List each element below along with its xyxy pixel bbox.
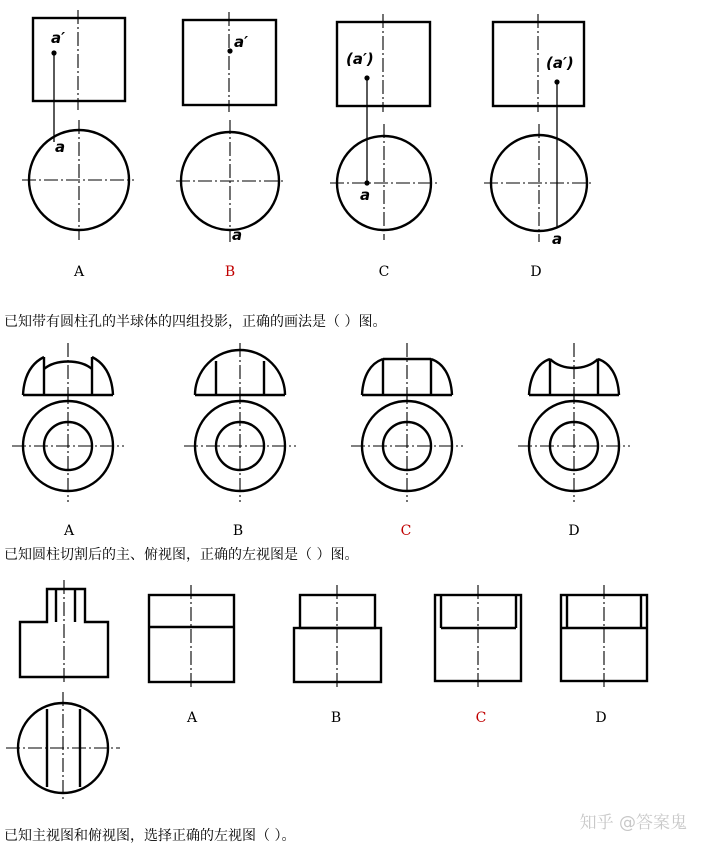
- problem4-question: 已知主视图和俯视图，选择正确的左视图（ ）。: [4, 828, 296, 844]
- option-label-b: B: [330, 710, 342, 726]
- option-c-left-view: [435, 585, 521, 690]
- option-d-left-view: [561, 585, 647, 690]
- problem2-question: 已知带有圆柱孔的半球体的四组投影，正确的画法是（ ）图。: [4, 314, 387, 330]
- option-a-left-view: [149, 585, 234, 690]
- watermark: 知乎 @答案鬼: [579, 813, 687, 833]
- option-b-left-view: [294, 585, 381, 690]
- option-label-b: B: [232, 523, 244, 539]
- option-label-a: A: [63, 523, 75, 539]
- problem2-drawing: [0, 335, 701, 545]
- option-label-c: C: [378, 264, 390, 280]
- problem2-figure: [0, 335, 701, 545]
- problem3-question: 已知圆柱切割后的主、俯视图，正确的左视图是（ ）图。: [4, 547, 359, 563]
- option-label-c: C: [400, 523, 412, 539]
- problem3-drawing: [0, 570, 701, 800]
- option-label-d: D: [595, 710, 607, 726]
- option-a-hemisphere: [12, 343, 124, 502]
- option-label-b: B: [224, 264, 236, 280]
- point-a-prime-label-b: a′: [234, 33, 249, 51]
- point-a-prime-label-d: (a′): [546, 54, 574, 72]
- option-d-hemisphere: [518, 343, 630, 502]
- problem1-drawing: [0, 0, 701, 290]
- point-a-label-d: a: [552, 230, 563, 248]
- point-a-label-c: a: [360, 186, 371, 204]
- option-b-drawing: [176, 12, 286, 242]
- point-a-prime-label-a: a′: [51, 29, 66, 47]
- option-c-drawing: [330, 14, 440, 240]
- point-a-prime-label-c: (a′): [346, 50, 374, 68]
- option-label-a: A: [73, 264, 85, 280]
- point-a-label-a: a: [55, 138, 66, 156]
- option-label-d: D: [568, 523, 580, 539]
- problem3-figure: [0, 570, 701, 800]
- problem1-figure: [0, 0, 701, 290]
- point-a-label-b: a: [232, 226, 243, 244]
- option-b-hemisphere: [184, 343, 296, 502]
- option-a-drawing: [22, 10, 134, 240]
- option-c-hemisphere: [351, 343, 463, 502]
- option-label-a: A: [186, 710, 198, 726]
- given-views: [6, 580, 120, 800]
- option-label-c: C: [475, 710, 487, 726]
- option-label-d: D: [530, 264, 542, 280]
- option-d-drawing: [484, 14, 594, 242]
